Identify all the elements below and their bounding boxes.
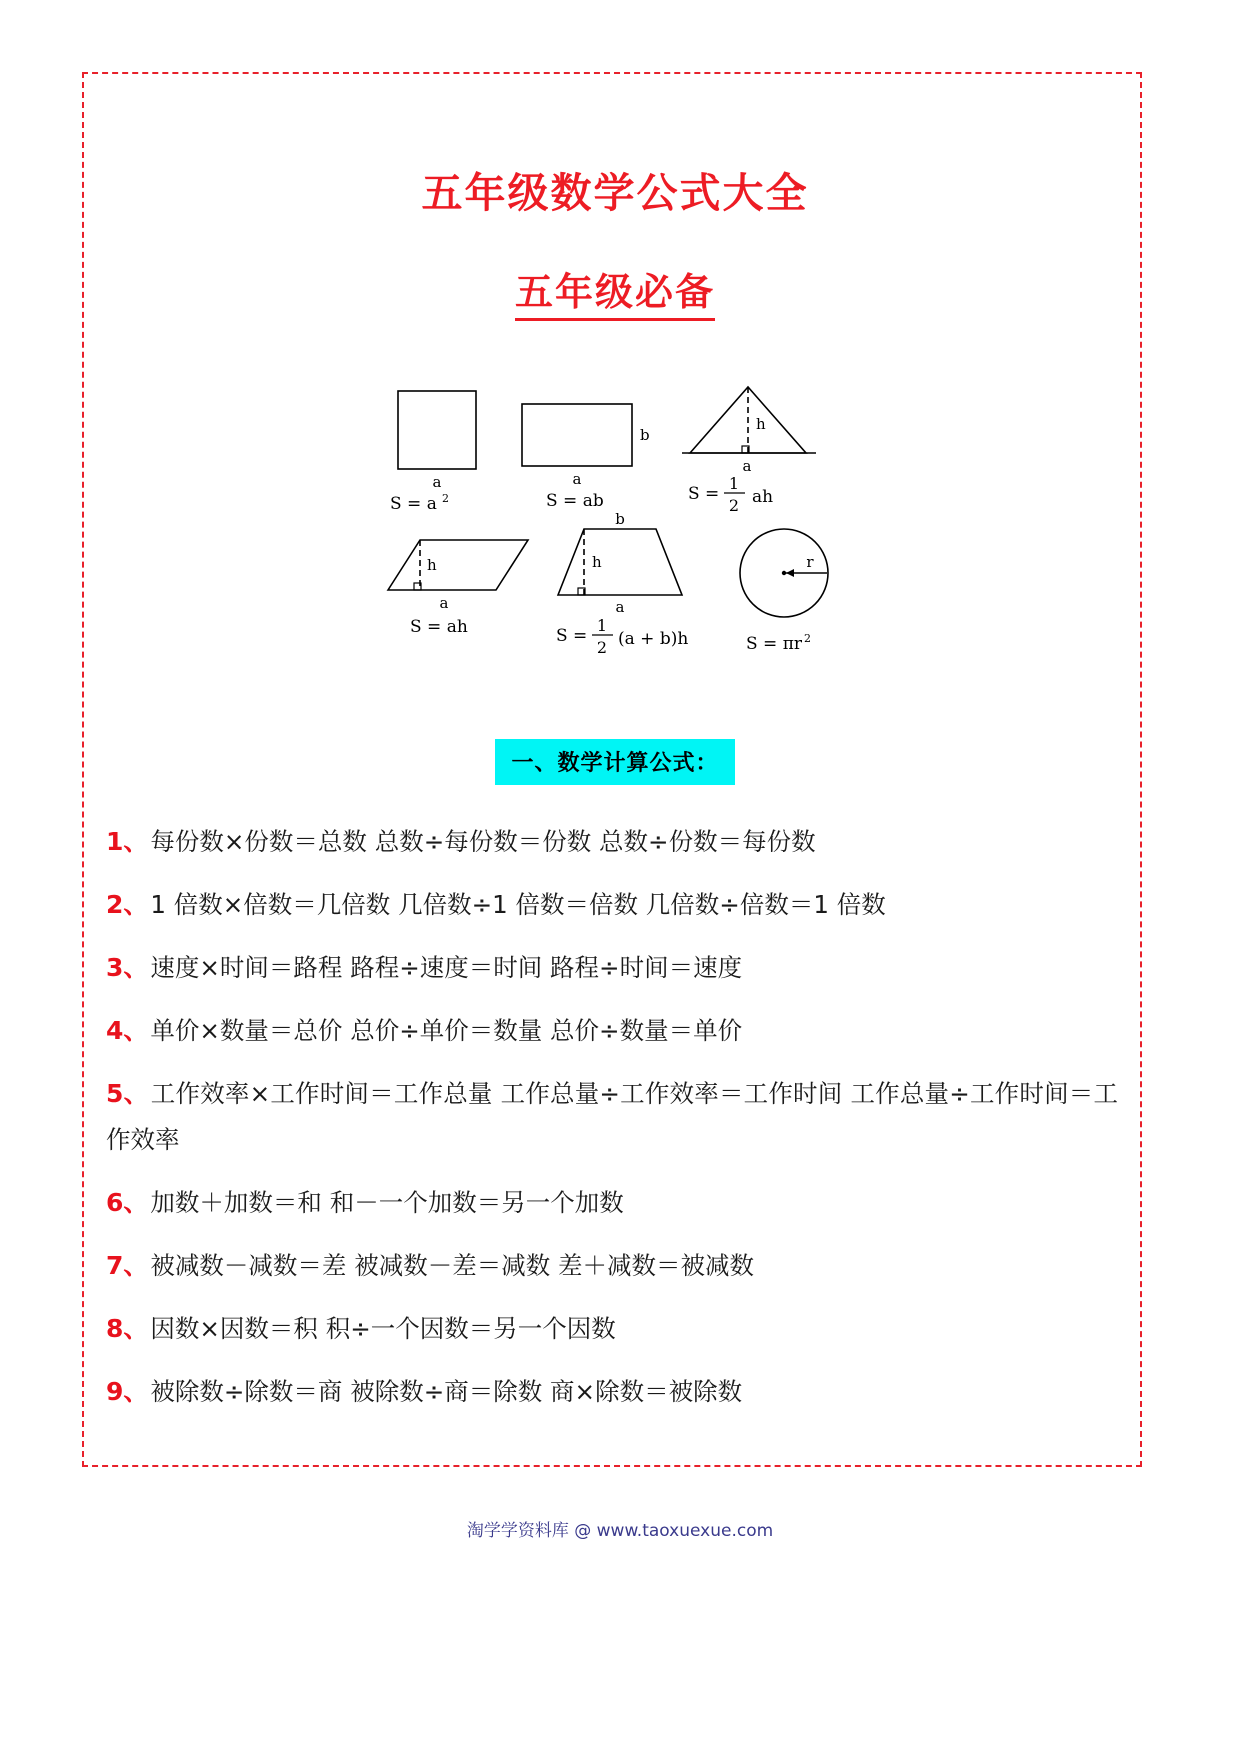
formula-number: 3、 xyxy=(106,953,149,982)
circle-formula: S = πr xyxy=(746,634,802,654)
formula-body: 加数＋加数＝和 和－一个加数＝另一个加数 xyxy=(150,1188,624,1217)
formula-number: 2、 xyxy=(106,890,149,919)
rectangle-label-b: b xyxy=(640,426,650,444)
section-header-wrap xyxy=(100,739,1130,785)
formula-item xyxy=(106,819,1118,865)
figure-rectangle xyxy=(510,386,680,531)
document-content xyxy=(100,100,1130,1432)
figure-circle xyxy=(728,523,888,673)
trapezoid-label-h: h xyxy=(592,553,602,571)
formula-body: 被减数－减数＝差 被减数－差＝减数 差＋减数＝被减数 xyxy=(150,1251,754,1280)
trapezoid-formula-den: 2 xyxy=(596,638,608,657)
formula-number: 8、 xyxy=(106,1314,149,1343)
footer-watermark: 淘学学资料库 @ www.taoxuexue.com xyxy=(466,1521,774,1541)
parallelogram-label-h: h xyxy=(427,556,437,574)
trapezoid-label-b: b xyxy=(615,513,625,528)
section-header-calculation-formulas: 一、数学计算公式： xyxy=(495,739,734,785)
formula-number: 7、 xyxy=(106,1251,149,1280)
formula-item xyxy=(106,1008,1118,1054)
figure-trapezoid xyxy=(552,513,732,673)
formula-number: 4、 xyxy=(106,1016,149,1045)
triangle-label-a: a xyxy=(742,457,752,475)
formula-body: 被除数÷除数＝商 被除数÷商＝除数 商×除数＝被除数 xyxy=(150,1377,743,1406)
formula-body: 每份数×份数＝总数 总数÷每份数＝份数 总数÷份数＝每份数 xyxy=(150,827,816,856)
formula-list xyxy=(100,819,1130,1415)
rectangle-formula: S = ab xyxy=(546,491,604,511)
square-formula-exp: 2 xyxy=(442,492,449,505)
geometry-figures xyxy=(380,383,850,673)
trapezoid-label-a: a xyxy=(615,598,625,616)
circle-label-r: r xyxy=(806,553,814,571)
formula-item xyxy=(106,1306,1118,1352)
formula-body: 因数×因数＝积 积÷一个因数＝另一个因数 xyxy=(150,1314,616,1343)
square-formula: S = a xyxy=(390,494,437,514)
formula-number: 6、 xyxy=(106,1188,149,1217)
formula-item xyxy=(106,945,1118,991)
formula-number: 5、 xyxy=(106,1079,149,1108)
figure-parallelogram xyxy=(380,528,545,663)
triangle-label-h: h xyxy=(756,415,766,433)
figure-square xyxy=(380,383,530,528)
formula-item xyxy=(106,1369,1118,1415)
trapezoid-formula-tail: (a + b)h xyxy=(618,629,689,649)
parallelogram-formula: S = ah xyxy=(410,617,468,637)
formula-body: 工作效率×工作时间＝工作总量 工作总量÷工作效率＝工作时间 工作总量÷工作时间＝工作效率 xyxy=(106,1079,1118,1154)
page-subtitle: 五年级必备 xyxy=(515,261,715,321)
circle-formula-exp: 2 xyxy=(804,632,811,645)
parallelogram-label-a: a xyxy=(439,594,449,612)
page-subtitle-wrap xyxy=(100,261,1130,321)
formula-number: 9、 xyxy=(106,1377,149,1406)
trapezoid-formula-lead: S = xyxy=(556,626,588,646)
square-label-a: a xyxy=(432,473,442,491)
formula-body: 1 倍数×倍数＝几倍数 几倍数÷1 倍数＝倍数 几倍数÷倍数＝1 倍数 xyxy=(150,890,886,919)
trapezoid-formula-num: 1 xyxy=(596,616,608,635)
triangle-formula-tail: ah xyxy=(752,487,774,507)
formula-body: 单价×数量＝总价 总价÷单价＝数量 总价÷数量＝单价 xyxy=(150,1016,743,1045)
formula-item xyxy=(106,882,1118,928)
figure-triangle xyxy=(680,381,860,531)
formula-item xyxy=(106,1243,1118,1289)
formula-number: 1、 xyxy=(106,827,149,856)
rectangle-label-a: a xyxy=(572,470,582,488)
page-title: 五年级数学公式大全 xyxy=(421,169,809,217)
formula-item xyxy=(106,1180,1118,1226)
formula-body: 速度×时间＝路程 路程÷速度＝时间 路程÷时间＝速度 xyxy=(150,953,743,982)
triangle-formula-num: 1 xyxy=(728,474,740,493)
triangle-formula-den: 2 xyxy=(728,496,740,515)
triangle-formula-lead: S = xyxy=(688,484,720,504)
formula-item xyxy=(106,1071,1118,1163)
